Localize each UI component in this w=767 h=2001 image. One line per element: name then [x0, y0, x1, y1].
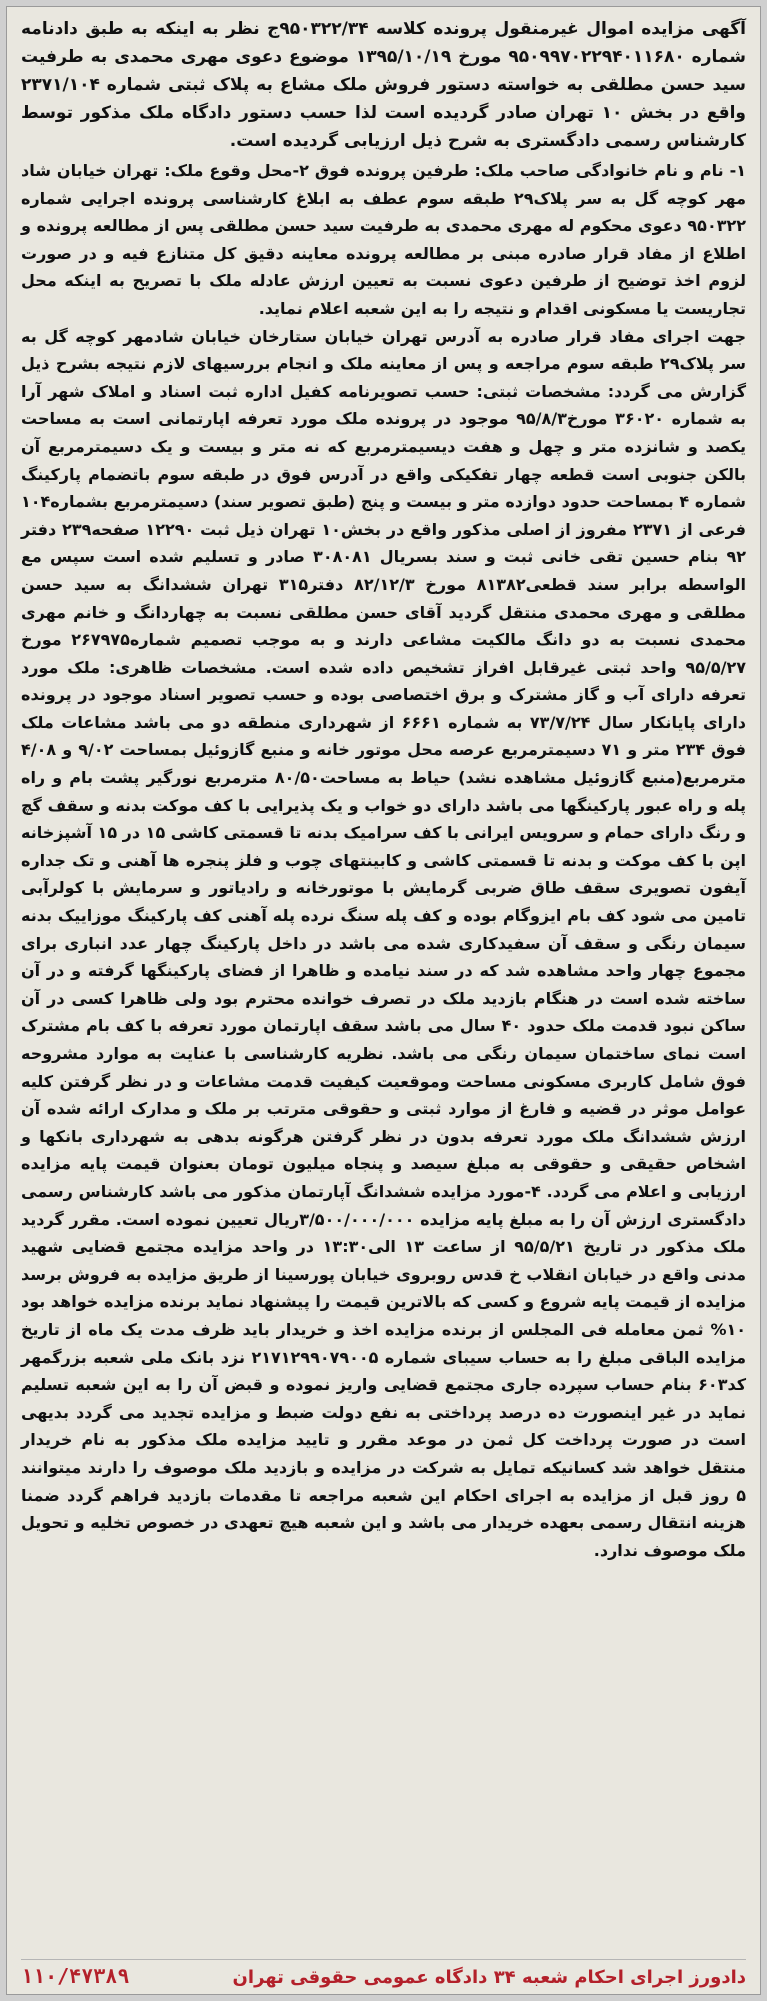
newspaper-clipping: [6, 6, 761, 1995]
notice-title: آگهی مزایده اموال غیرمنقول پرونده کلاسه ۹۵۰۳۲۲/۳۴ج نظر به اینکه به طبق دادنامه شماره ۹۵۰۹۹۷۰۲۲۹۴۰۱۱۶۸۰ مورخ ۱۳۹۵/۱۰/۱۹ موضوع دعوی مهری محمدی به طرفیت سید حسن مطلقی به خواسته دستور فروش ملک مشاع به پلاک ثبتی شماره ۲۳۷۱/۱۰۴ واقع در بخش ۱۰ تهران صادر گردیده است لذا حسب دستور دادگاه ملک مذکور توسط کارشناس رسمی دادگستری به شرح ذیل ارزیابی گردیده است.: [21, 19, 746, 151]
notice-code: ۱۱۰/۴۷۳۸۹: [21, 1964, 130, 1988]
notice-paragraph: جهت اجرای مفاد قرار صادره به آدرس تهران خیابان ستارخان خیابان شادمهر کوچه گل به سر پلاک۲۹ طبقه سوم مراجعه و پس از معاینه ملک و انجام بررسیهای لازم نتیجه بشرح ذیل گزارش می گردد: مشخصات ثبتی: حسب تصویرنامه کفیل اداره ثبت اسناد و املاک شهر آرا به شماره ۳۶۰۲۰ مورخ۹۵/۸/۳ موجود در پرونده ملک مورد تعرفه اپارتمانی است به مساحت یکصد و شانزده متر و چهل و هفت دیسیمترمربع که نه متر و بیست و یک دسیمترمربع آن بالکن جنوبی است قطعه چهار تفکیکی واقع در آدرس فوق در طبقه سوم باتضمام پارکینگ شماره ۴ بمساحت حدود دوازده متر و بیست و پنج (طبق تصویر سند) دسیمترمربع بشماره۱۰۴ فرعی از ۲۳۷۱ مفروز از اصلی مذکور واقع در بخش۱۰ تهران ذیل ثبت ۱۲۲۹۰ صفحه۲۳۹ دفتر ۹۲ بنام حسین تقی خانی ثبت و سند بسریال ۳۰۸۰۸۱ صادر و تسلیم شده است سپس مع الواسطه برابر سند قطعی۸۱۳۸۲ مورخ ۸۲/۱۲/۳ دفتر۳۱۵ تهران ششدانگ به سید حسن مطلقی و مهری محمدی منتقل گردید آقای حسن مطلقی نسبت به چهاردانگ و خانم مهری محمدی نسبت به دو دانگ مالکیت مشاعی دارند و به موجب تصمیم شماره۲۶۷۹۷۵ مورخ ۹۵/۵/۲۷ واحد ثبتی غیرقابل افراز تشخیص داده شده است. مشخصات ظاهری: ملک مورد تعرفه دارای آب و گاز مشترک و برق اختصاصی بوده و حسب تصویر اسناد موجود در پرونده دارای پایانکار سال ۷۳/۷/۲۴ به شماره ۶۶۶۱ از شهرداری منطقه دو می باشد مشاعات ملک فوق ۲۳۴ متر و ۷۱ دسیمترمربع عرصه محل موتور خانه و منبع گازوئیل بمساحت ۹/۰۲ و ۴/۰۸ مترمربع(منبع گازوئیل مشاهده نشد) حیاط به مساحت۸۰/۵۰ مترمربع نورگیر پشت بام و راه پله و راه عبور پارکینگها می باشد دارای دو خواب و یک پذیرایی با کف موکت بدنه و سقف گچ و رنگ دارای حمام و سرویس ایرانی با کف سرامیک بدنه تا قسمتی کاشی ۱۵ در ۱۵ آشپزخانه اپن با کف موکت و بدنه تا قسمتی کاشی و کابینتهای چوب و فلز پنجره ها آهنی و تک جداره آیفون تصویری سقف طاق ضربی گرمایش با موتورخانه و رادیاتور و سرمایش با کولرآبی تامین می شود کف بام ایزوگام بوده و کف پله سنگ نرده پله آهنی کف پارکینگ موزاییک بدنه سیمان رنگی و سقف آن سفیدکاری شده می باشد در داخل پارکینگ چهار عدد انباری برای مجموع چهار واحد مشاهده شد که در سند نیامده و ظاهرا از فضای پارکینگها گرفته و در آن ساخته شده است در هنگام بازدید ملک در تصرف خوانده محترم بود ولی ظاهرا کسی در آن ساکن نبود قدمت ملک حدود ۴۰ سال می باشد سقف اپارتمان مورد تعرفه با کف بام مشترک است نمای ساختمان سیمان رنگی می باشد. نظریه کارشناسی با عنایت به موارد مشروحه فوق شامل کاربری مسکونی مساحت وموقعیت کیفیت قدمت مشاعات و در نظر گرفتن کلیه عوامل موثر در قضیه و فارغ از موارد ثبتی و حقوقی مترتب بر ملک و مدارک ارائه شده آن ارزش ششدانگ ملک مورد تعرفه بدون در نظر گرفتن هرگونه بدهی به شهرداری بانکها و اشخاص حقیقی و حقوقی به مبلغ سیصد و پنجاه میلیون تومان بعنوان قیمت پایه مزایده ارزیابی و اعلام می گردد. ۴-مورد مزایده ششدانگ آپارتمان مذکور می باشد کارشناس رسمی دادگستری ارزش آن را به مبلغ پایه مزایده ۳/۵۰۰/۰۰۰/۰۰۰ریال تعیین نموده است. مقرر گردید ملک مذکور در تاریخ ۹۵/۵/۲۱ از ساعت ۱۳ الی۱۳:۳۰ در واحد مزایده مجتمع قضایی شهید مدنی واقع در خیابان انقلاب خ قدس روبروی خیابان پورسینا از طریق مزایده به فروش برسد مزایده از قیمت پایه شروع و کسی که بالاترین قیمت را پیشنهاد نماید برنده مزایده خواهد بود ۱۰% ثمن معامله فی المجلس از برنده مزایده اخذ و خریدار باید ظرف مدت یک ماه از تاریخ مزایده الباقی مبلغ را به حساب سیبای شماره ۲۱۷۱۲۹۹۰۷۹۰۰۵ نزد بانک ملی شعبه بزرگمهر کد۶۰۳ بنام حساب سپرده جاری مجتمع قضایی واریز نموده و قبض آن را به این شعبه تسلیم نماید در غیر اینصورت ده درصد پرداختی به نفع دولت ضبط و مزایده تجدید می گردد بدیهی است در صورت پرداخت کل ثمن در موعد مقرر و تایید مزایده ملک مذکور به نام خریدار منتقل خواهد شد کسانیکه تمایل به شرکت در مزایده و بازدید ملک موصوف را دارند میتوانند ۵ روز قبل از مزایده به اجرای احکام این شعبه مراجعه تا مقدمات بازدید فراهم گردد ضمنا هزینه انتقال رسمی بعهده خریدار می باشد و این شعبه هیچ تعهدی در خصوص تخلیه و تحویل ملک موصوف ندارد.: [21, 326, 747, 1560]
notice-body: [21, 157, 746, 1564]
signature: دادورز اجرای احکام شعبه ۳۴ دادگاه عمومی حقوقی تهران: [232, 1967, 746, 1988]
notice-footer: [21, 1959, 746, 1988]
notice-paragraph: ۱- نام و نام خانوادگی صاحب ملک: طرفین پرونده فوق ۲-محل وقوع ملک: تهران خیابان شاد مهر کوچه گل به سر پلاک۲۹ طبقه سوم عطف به ابلاغ کارشناسی پرونده اجرایی شماره ۹۵۰۳۲۲ دعوی محکوم له مهری محمدی به طرفیت سید حسن مطلقی پس از مطالعه پرونده و اطلاع از مفاد قرار صادره مبنی بر مطالعه پرونده معاینه دقیق کل متنازع فیه و در صورت لزوم اخذ توضیح از طرفین دعوی نسبت به تعیین ارزش عادله ملک با تصریح به اینکه محل تجاریست یا مسکونی اقدام و نتیجه را به این شعبه اعلام نماید.: [21, 161, 746, 318]
